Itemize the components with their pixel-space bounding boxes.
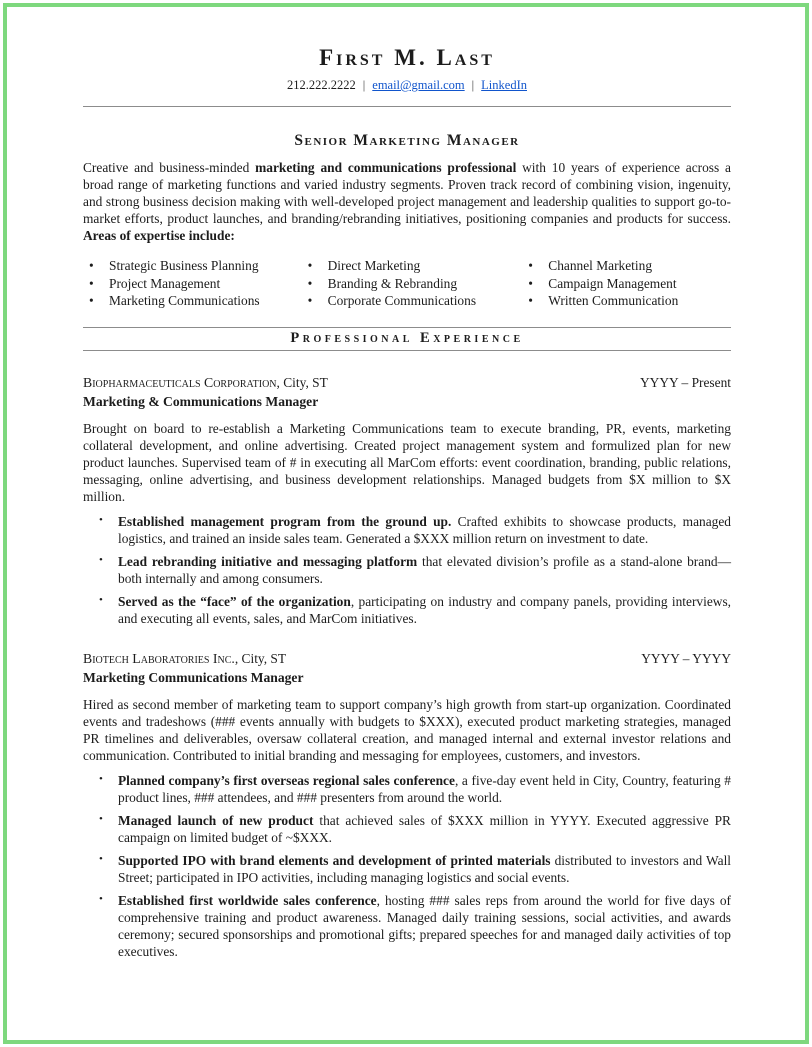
- job-bullet-list: [83, 772, 731, 960]
- expertise-item: • Campaign Management: [526, 275, 731, 293]
- expertise-item: • Channel Marketing: [526, 257, 731, 275]
- job-bullet: [97, 553, 731, 587]
- bullet-lead: Established management program from the ground up.: [118, 513, 452, 529]
- bullet-lead: Planned company’s first overseas regional sales conference: [118, 772, 455, 788]
- job-description: Hired as second member of marketing team to support company’s high growth from start-up organization. Coordinated events and tradeshows (### events annually with budgets to $XXX), executed product marketing strategies, managed PR timelines and deliverables, oversaw collateral creation, and managed internal and external investor relations and communication. Contributed to initial branding and messaging for employees, customers, and investors.: [83, 696, 731, 763]
- job-dates: YYYY – Present: [640, 374, 731, 390]
- contact-separator: |: [362, 78, 366, 92]
- company-line: [83, 650, 286, 668]
- job-header: [83, 650, 731, 668]
- bullet-lead: Served as the “face” of the organization: [118, 593, 351, 609]
- expertise-column-3: [526, 257, 731, 310]
- company-name: Biopharmaceuticals Corporation: [83, 374, 277, 390]
- contact-line: [83, 78, 731, 93]
- bullet-text: that achieved sales of $XXX million in YYYY. Executed aggressive PR campaign on limited budget of ~$XXX.: [118, 812, 731, 845]
- candidate-name: First M. Last: [319, 45, 495, 70]
- job-description: Brought on board to re-establish a Marketing Communications team to execute branding, PR, events, marketing collateral development, and online advertising. Created project management system and formulized plan for new product launches. Supervised team of # in executing all MarCom efforts: event coordination, branding, public relations, messaging, online advertising, and business development relationships. Managed budgets from $X million to $X million.: [83, 420, 731, 504]
- expertise-column-2: [306, 257, 527, 310]
- expertise-item: • Strategic Business Planning: [87, 257, 306, 275]
- summary-text: with 10 years of experience across a broad range of marketing functions and varied industry segments. Proven track record of combining vision, ingenuity, and strong business decision making with well-developed project management and leadership qualities to support go-to-market efforts, product launches, and branding/rebranding initiatives, positioning companies and products for success.: [83, 160, 731, 226]
- expertise-columns: [83, 257, 731, 310]
- company-location: , City, ST: [234, 650, 287, 666]
- linkedin-link[interactable]: LinkedIn: [481, 78, 527, 92]
- resume-title: Senior Marketing Manager: [294, 132, 520, 149]
- expertise-item: • Direct Marketing: [306, 257, 527, 275]
- expertise-item: • Project Management: [87, 275, 306, 293]
- expertise-item: • Corporate Communications: [306, 292, 527, 310]
- bullet-lead: Supported IPO with brand elements and development of printed materials: [118, 852, 551, 868]
- header-divider: [83, 106, 731, 107]
- job-bullet: [97, 772, 731, 806]
- job-bullet: [97, 513, 731, 547]
- job-title: Marketing Communications Manager: [83, 669, 304, 685]
- expertise-item: • Branding & Rebranding: [306, 275, 527, 293]
- bullet-text: that elevated division’s profile as a stand-alone brand—both internally and among consumers.: [118, 553, 731, 586]
- email-link[interactable]: email@gmail.com: [372, 78, 465, 92]
- expertise-item: • Marketing Communications: [87, 292, 306, 310]
- bullet-text: , hosting ### sales reps from around the world for five days of comprehensive training and product awareness. Managed daily training sessions, social activities, and awards ceremony; secured sponsorships and promotional gifts; prepared speeches for and managed daily activities of top executives.: [118, 892, 731, 959]
- resume-page: [3, 3, 809, 1044]
- company-line: [83, 374, 328, 392]
- job-entry-1: [83, 374, 731, 627]
- job-entry-2: [83, 650, 731, 960]
- expertise-column-1: [87, 257, 306, 310]
- bullet-lead: Managed launch of new product: [118, 812, 314, 828]
- job-title: Marketing & Communications Manager: [83, 393, 319, 409]
- bullet-lead: Established first worldwide sales conference: [118, 892, 377, 908]
- section-title-professional-experience: Professional Experience: [83, 327, 731, 351]
- job-dates: YYYY – YYYY: [641, 650, 731, 666]
- company-location: , City, ST: [276, 374, 328, 390]
- job-bullet: [97, 892, 731, 960]
- job-bullet: [97, 852, 731, 886]
- summary-bold: marketing and communications professional: [255, 160, 517, 175]
- summary-paragraph: [83, 159, 731, 244]
- summary-bold: Areas of expertise include:: [83, 228, 235, 243]
- bullet-text: , participating on industry and company panels, providing interviews, and executing all events, sales, and MarCom initiatives.: [118, 593, 731, 626]
- bullet-lead: Lead rebranding initiative and messaging platform: [118, 553, 418, 569]
- job-header: [83, 374, 731, 392]
- bullet-text: distributed to investors and Wall Street; participated in IPO activities, including managing logistics and social events.: [118, 852, 732, 885]
- job-bullet: [97, 593, 731, 627]
- job-bullet-list: [83, 513, 731, 627]
- company-name: Biotech Laboratories Inc.: [83, 650, 235, 666]
- job-bullet: [97, 812, 731, 846]
- bullet-text: , a five-day event held in City, Country, featuring # product lines, ### attendees, and ### presenters from around the world.: [118, 772, 731, 805]
- bullet-text: Crafted exhibits to showcase products, managed logistics, and trained an inside sales team. Generated a $XXX million return on investment to date.: [118, 513, 731, 546]
- contact-separator: |: [471, 78, 475, 92]
- expertise-item: • Written Communication: [526, 292, 731, 310]
- phone-number: 212.222.2222: [287, 78, 356, 92]
- summary-text: Creative and business-minded: [83, 160, 256, 175]
